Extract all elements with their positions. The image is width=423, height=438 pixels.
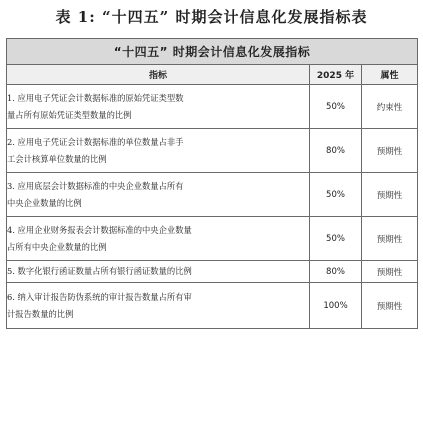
indicator-line: 4. 应用企业财务报表会计数据标准的中央企业数量 (7, 224, 192, 235)
value-cell: 50% (310, 85, 362, 129)
attribute-cell: 约束性 (362, 85, 418, 129)
indicator-line: 6. 纳入审计报告防伪系统的审计报告数量占所有审 (7, 291, 192, 302)
header-indicator: 指标 (7, 65, 310, 85)
indicator-line: 1. 应用电子凭证会计数据标准的原始凭证类型数 (7, 92, 184, 103)
table-row (7, 217, 418, 261)
table-row (7, 173, 418, 217)
indicator-cell (7, 173, 310, 217)
attribute-cell: 预期性 (362, 173, 418, 217)
indicator-cell (7, 217, 310, 261)
page-title: 表 1: “十四五” 时期会计信息化发展指标表 (55, 8, 368, 26)
table-caption: “十四五” 时期会计信息化发展指标 (7, 39, 418, 65)
indicator-line: 工会计核算单位数量的比例 (7, 153, 107, 164)
value-cell: 50% (310, 173, 362, 217)
header-2025: 2025 年 (310, 65, 362, 85)
indicator-line: 量占所有原始凭证类型数量的比例 (7, 109, 132, 120)
attribute-cell: 预期性 (362, 261, 418, 283)
indicator-cell (7, 283, 310, 329)
value-cell: 100% (310, 283, 362, 329)
table-row (7, 129, 418, 173)
header-attribute: 属性 (362, 65, 418, 85)
indicator-line: 计报告数量的比例 (7, 308, 74, 319)
attribute-cell: 预期性 (362, 283, 418, 329)
indicator-line: 中央企业数量的比例 (7, 197, 82, 208)
attribute-cell: 预期性 (362, 129, 418, 173)
indicator-line: 3. 应用底层会计数据标准的中央企业数量占所有 (7, 180, 184, 191)
indicator-line: 5. 数字化银行函证数量占所有银行函证数量的比例 (7, 266, 192, 276)
value-cell: 80% (310, 129, 362, 173)
table-row (7, 85, 418, 129)
indicator-table (6, 38, 418, 329)
attribute-cell: 预期性 (362, 217, 418, 261)
indicator-line: 占所有中央企业数量的比例 (7, 241, 107, 252)
value-cell: 50% (310, 217, 362, 261)
indicator-line: 2. 应用电子凭证会计数据标准的单位数量占非手 (7, 136, 184, 147)
table-row (7, 261, 418, 283)
indicator-cell (7, 85, 310, 129)
table-row (7, 283, 418, 329)
indicator-cell (7, 129, 310, 173)
value-cell: 80% (310, 261, 362, 283)
indicator-cell (7, 261, 310, 283)
